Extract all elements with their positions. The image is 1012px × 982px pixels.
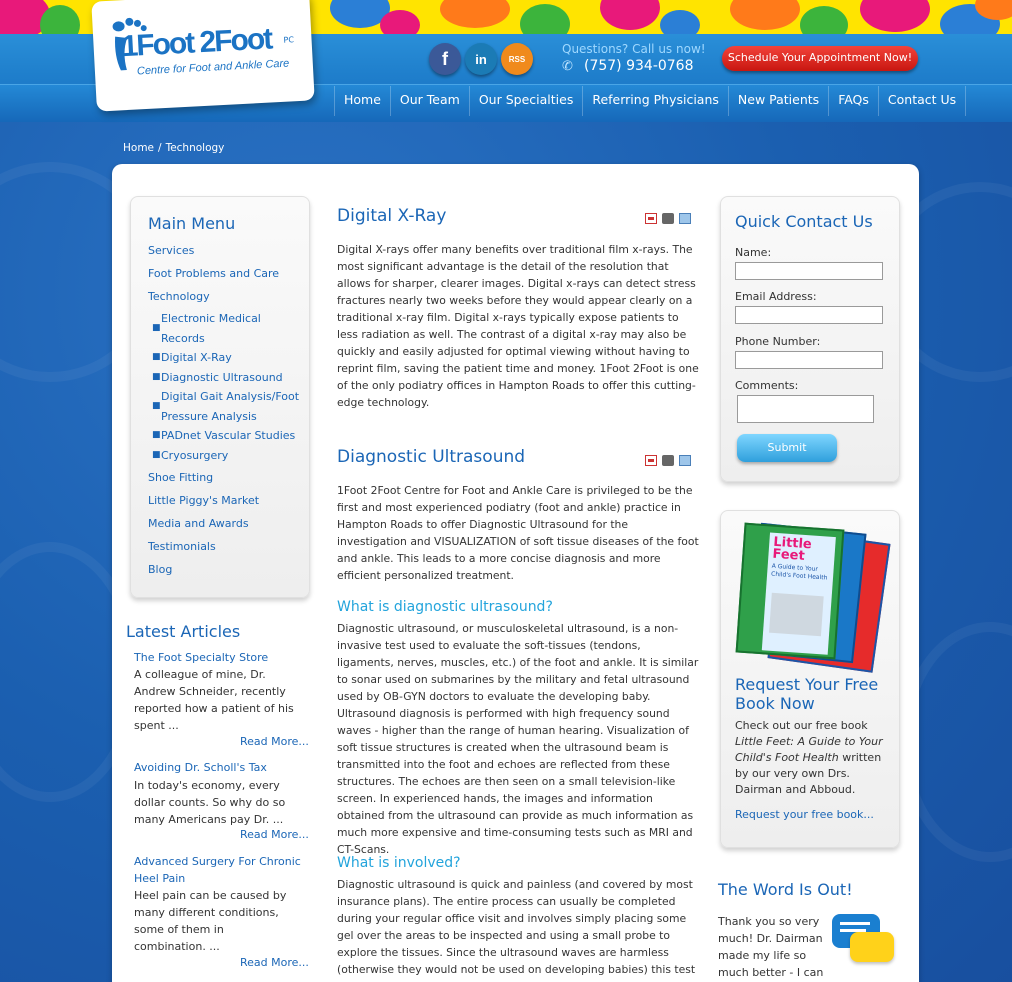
- submenu-item[interactable]: ■ Digital Gait Analysis/Foot Pressure Analysis: [152, 390, 300, 423]
- article-tools: [645, 455, 691, 466]
- article-tools: [645, 213, 691, 224]
- menu-item-foot-problems[interactable]: Foot Problems and Care: [148, 267, 280, 280]
- email-label: Email Address:: [735, 290, 817, 303]
- menu-item-services[interactable]: Services: [148, 244, 195, 257]
- xray-heading: Digital X-Ray: [337, 206, 447, 226]
- what-is-involved-body: Diagnostic ultrasound is quick and painless (and covered by most insurance plans). The entire process can usually be completed during your regular office visit and involves simply placing some gel over the areas to be inspected and using a small probe to explore the tissues. Since the ultrasound waves are harmless (otherwise they would not be used on developing babies) this test: [337, 878, 696, 976]
- quick-contact-title: Quick Contact Us: [735, 212, 873, 231]
- nav-new-patients[interactable]: New Patients: [728, 86, 828, 116]
- breadcrumb-separator: /: [158, 142, 162, 154]
- read-more-link[interactable]: Read More...: [240, 735, 309, 748]
- read-more-link[interactable]: Read More...: [240, 956, 309, 969]
- article-excerpt: Heel pain can be caused by many different conditions, some of them in combination. ...: [134, 889, 287, 953]
- book-title: Request Your Free Book Now: [735, 675, 879, 713]
- article-excerpt: In today's economy, every dollar counts. So why do so many Americans pay Dr. ...: [134, 779, 286, 826]
- logo-suffix: PC: [283, 35, 295, 45]
- breadcrumb-current: Technology: [165, 142, 225, 154]
- nav-our-specialties[interactable]: Our Specialties: [469, 86, 583, 116]
- pdf-icon[interactable]: [645, 455, 657, 466]
- breadcrumb-home[interactable]: Home: [123, 142, 155, 154]
- logo-wordmark: 1Foot 2Foot: [120, 22, 272, 64]
- submit-button[interactable]: Submit: [737, 434, 837, 462]
- main-menu-title: Main Menu: [148, 214, 236, 233]
- print-icon[interactable]: [662, 213, 674, 224]
- article-title[interactable]: The Foot Specialty Store: [134, 651, 269, 664]
- article-title[interactable]: Advanced Surgery For Chronic Heel Pain: [134, 855, 301, 885]
- site-logo[interactable]: [91, 0, 314, 112]
- name-label: Name:: [735, 246, 772, 259]
- read-more-link[interactable]: Read More...: [240, 828, 309, 841]
- nav-referring-physicians[interactable]: Referring Physicians: [582, 86, 728, 116]
- phone-number[interactable]: (757) 934-0768: [584, 58, 694, 74]
- email-input[interactable]: [735, 306, 883, 324]
- nav-home[interactable]: Home: [334, 86, 390, 116]
- phone-question: Questions? Call us now!: [562, 42, 706, 56]
- facebook-icon[interactable]: f: [429, 43, 461, 75]
- request-book-link[interactable]: Request your free book...: [735, 808, 874, 821]
- menu-item-little-piggys-market[interactable]: Little Piggy's Market: [148, 494, 260, 507]
- schedule-appointment-button[interactable]: Schedule Your Appointment Now!: [722, 46, 918, 71]
- article-title[interactable]: Avoiding Dr. Scholl's Tax: [134, 761, 267, 774]
- name-input[interactable]: [735, 262, 883, 280]
- logo-tagline: Centre for Foot and Ankle Care: [136, 57, 290, 78]
- breadcrumb: [123, 142, 228, 154]
- main-nav: [334, 86, 966, 116]
- menu-item-technology[interactable]: Technology: [148, 290, 210, 303]
- submenu-item[interactable]: ■ Cryosurgery: [152, 449, 229, 462]
- book-description: Check out our free book Little Feet: A Guide to Your Child's Foot Health written by our very own Drs. Dairman and Abboud.: [735, 719, 883, 796]
- article-excerpt: A colleague of mine, Dr. Andrew Schneider, recently reported how a patient of his spent ...: [134, 668, 294, 732]
- latest-articles-title: Latest Articles: [126, 622, 241, 641]
- nav-our-team[interactable]: Our Team: [390, 86, 469, 116]
- ultrasound-body: 1Foot 2Foot Centre for Foot and Ankle Care is privileged to be the first and most experienced podiatry (foot and ankle) practice in Hampton Roads to offer Diagnostic Ultrasound for the investigation and VISUALIZATION of soft tissue diseases of the foot and ankle. This leads to a more concise diagnosis and more efficient personalized treatment.: [337, 484, 699, 582]
- phone-label: Phone Number:: [735, 335, 821, 348]
- menu-item-media-awards[interactable]: Media and Awards: [148, 517, 249, 530]
- linkedin-icon[interactable]: in: [465, 43, 497, 75]
- what-is-ultrasound-heading: What is diagnostic ultrasound?: [337, 599, 553, 615]
- xray-body: Digital X-rays offer many benefits over traditional film x-rays. The most significant advantage is the detail of the resolution that allows for sharper, clearer images. Digital x-rays can detect stress fractures nearly two weeks before they would appear clearly on a traditional x-ray film. Digital x-rays typically expose patients to less radiation as well. The contrast of a digital x-ray may also be quickly and easily adjusted for optimal viewing without having to reprint film, saving the patient time and money. 1Foot 2Foot is one of the only podiatry offices in Hampton Roads to offer this cutting-edge technology.: [337, 243, 699, 409]
- rss-icon[interactable]: RSS: [501, 43, 533, 75]
- submenu-item[interactable]: ■ PADnet Vascular Studies: [152, 429, 296, 442]
- comments-textarea[interactable]: [737, 395, 874, 423]
- email-icon[interactable]: [679, 455, 691, 466]
- submenu-item[interactable]: ■ Electronic Medical Records: [152, 312, 261, 345]
- what-is-involved-heading: What is involved?: [337, 855, 461, 871]
- phone-input[interactable]: [735, 351, 883, 369]
- submenu-item[interactable]: ■ Digital X-Ray: [152, 351, 232, 364]
- menu-item-testimonials[interactable]: Testimonials: [148, 540, 216, 553]
- menu-item-blog[interactable]: Blog: [148, 563, 173, 576]
- menu-item-shoe-fitting[interactable]: Shoe Fitting: [148, 471, 214, 484]
- ultrasound-heading: Diagnostic Ultrasound: [337, 447, 526, 467]
- email-icon[interactable]: [679, 213, 691, 224]
- testimonial-title: The Word Is Out!: [718, 880, 853, 899]
- book-cover-image[interactable]: Little Feet A Guide to Your Child's Foot Health: [736, 522, 886, 668]
- what-is-ultrasound-body: Diagnostic ultrasound, or musculoskeletal ultrasound, is a non-invasive test used to evaluate the soft-tissues (tendons, ligaments, nerves, muscles, etc.) of the foot and ankle. It is similar to sonar used on submarines by the military and fetal ultrasound used by OB-GYN doctors to evaluate the developing baby. Ultrasound diagnosis is performed with high frequency sound waves - higher than the range of human hearing. Visualization of soft tissue structures is created when the ultrasound beam is transmitted into the foot and echoes are reflected from these structures. The echoes are then seen on a small television-like screen. In experienced hands, the images and information obtained from the ultrasound can provide as much information as much more expensive and time-consuming tests such as MRI and CT-Scans.: [337, 622, 699, 856]
- print-icon[interactable]: [662, 455, 674, 466]
- phone-icon: ✆: [562, 59, 573, 74]
- chat-bubble-icon: [832, 914, 896, 966]
- pdf-icon[interactable]: [645, 213, 657, 224]
- comments-label: Comments:: [735, 379, 799, 392]
- nav-contact-us[interactable]: Contact Us: [878, 86, 966, 116]
- nav-faqs[interactable]: FAQs: [828, 86, 878, 116]
- submenu-item[interactable]: ■ Diagnostic Ultrasound: [152, 371, 283, 384]
- testimonial-text: Thank you so very much! Dr. Dairman made my life so much better - I can: [718, 915, 824, 979]
